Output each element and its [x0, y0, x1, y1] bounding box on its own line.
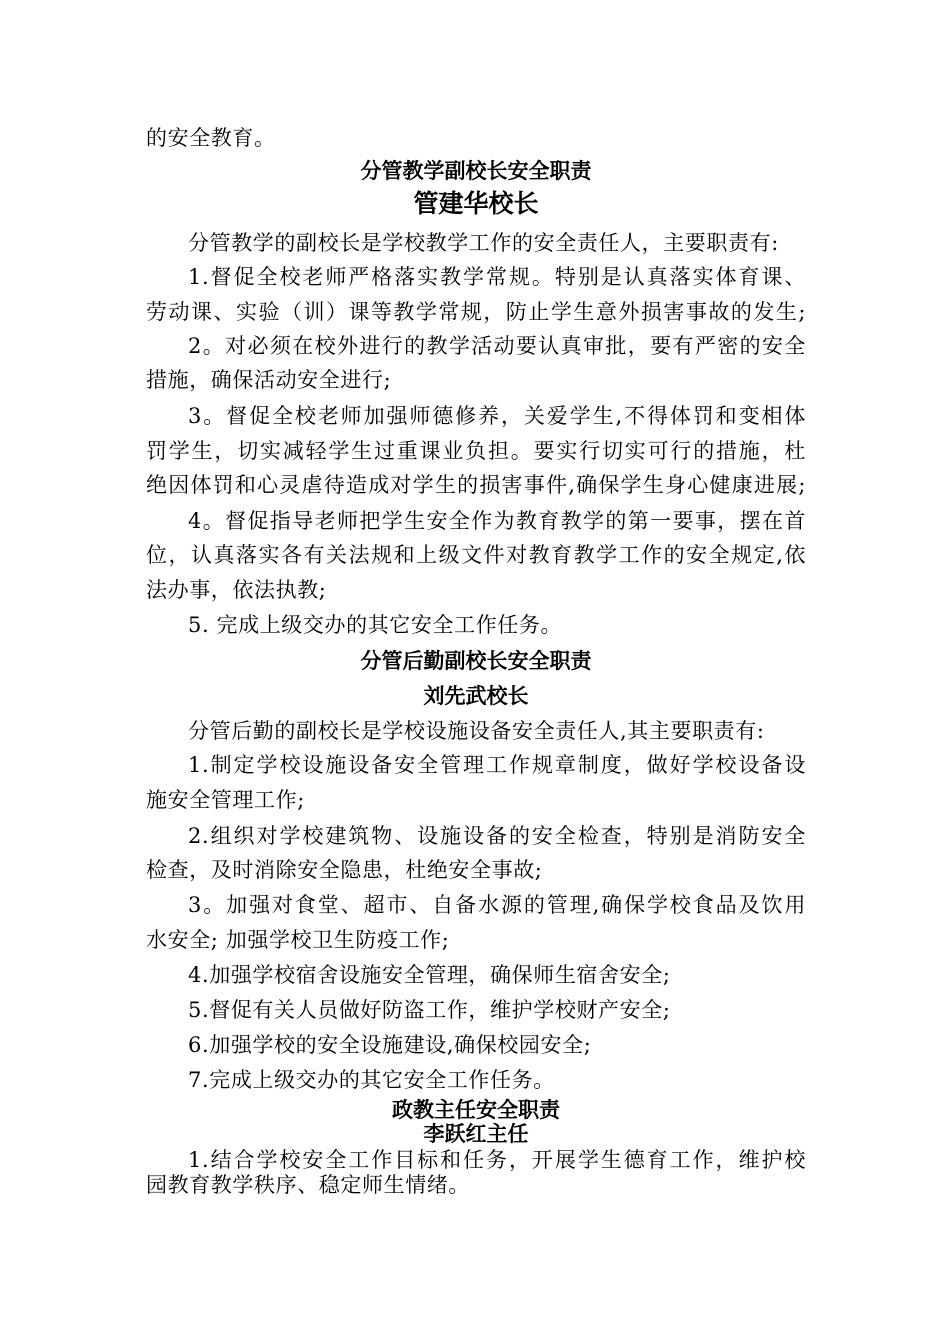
- section1-line: 2。对必须在校外进行的教学活动要认真审批，要有严密的安全: [188, 334, 806, 358]
- section1-line: 措施，确保活动安全进行;: [146, 368, 392, 392]
- section2-line: 3。加强对食堂、超市、自备水源的管理,确保学校食品及饮用: [188, 893, 806, 917]
- section2-line: 5.督促有关人员做好防盗工作，维护学校财产安全;: [188, 998, 671, 1022]
- section1-line: 位，认真落实各有关法规和上级文件对教育教学工作的安全规定,依: [146, 543, 806, 567]
- section2-line: 7.完成上级交办的其它安全工作任务。: [188, 1068, 555, 1092]
- section3-person: 李跃红主任: [423, 1122, 529, 1146]
- section1-person: 管建华校长: [413, 189, 539, 218]
- section1-line: 绝因体罚和心灵虐待造成对学生的损害事件,确保学生身心健康进展;: [146, 473, 806, 497]
- section1-line: 劳动课、实验（训）课等教学常规，防止学生意外损害事故的发生;: [146, 300, 806, 324]
- section1-line: 1.督促全校老师严格落实教学常规。特别是认真落实体育课、: [188, 265, 806, 289]
- section1-line: 3。督促全校老师加强师德修养，关爱学生,不得体罚和变相体: [188, 404, 806, 428]
- section3-line: 园教育教学秩序、稳定师生情绪。: [146, 1173, 470, 1197]
- section1-title: 分管教学副校长安全职责: [360, 159, 592, 183]
- section3-title: 政教主任安全职责: [392, 1098, 560, 1122]
- section2-person: 刘先武校长: [423, 684, 529, 708]
- section2-line: 4.加强学校宿舍设施安全管理，确保师生宿舍安全;: [188, 963, 671, 987]
- section2-line: 分管后勤的副校长是学校设施设备安全责任人,其主要职责有:: [188, 719, 765, 743]
- section2-line: 2.组织对学校建筑物、设施设备的安全检查，特别是消防安全: [188, 824, 806, 848]
- section2-line: 水安全; 加强学校卫生防疫工作;: [146, 928, 450, 952]
- section3-line: 1.结合学校安全工作目标和任务，开展学生德育工作，维护校: [188, 1148, 806, 1172]
- section1-line: 罚学生，切实减轻学生过重课业负担。要实行切实可行的措施，杜: [146, 439, 806, 463]
- section1-line: 分管教学的副校长是学校教学工作的安全责任人，主要职责有:: [188, 231, 779, 255]
- section1-line: 4。督促指导老师把学生安全作为教育教学的第一要事，摆在首: [188, 509, 806, 533]
- section1-line: 法办事，依法执教;: [146, 578, 327, 602]
- section2-line: 1.制定学校设施设备安全管理工作规章制度，做好学校设备设: [188, 753, 806, 777]
- section2-line: 检查，及时消除安全隐患，杜绝安全事故;: [146, 858, 543, 882]
- section1-line: 5. 完成上级交办的其它安全工作任务。: [188, 613, 563, 637]
- section2-line: 施安全管理工作;: [146, 788, 305, 812]
- intro-tail-line: 的安全教育。: [146, 126, 276, 150]
- section2-line: 6.加强学校的安全设施建设,确保校园安全;: [188, 1033, 592, 1057]
- section2-title: 分管后勤副校长安全职责: [360, 649, 592, 673]
